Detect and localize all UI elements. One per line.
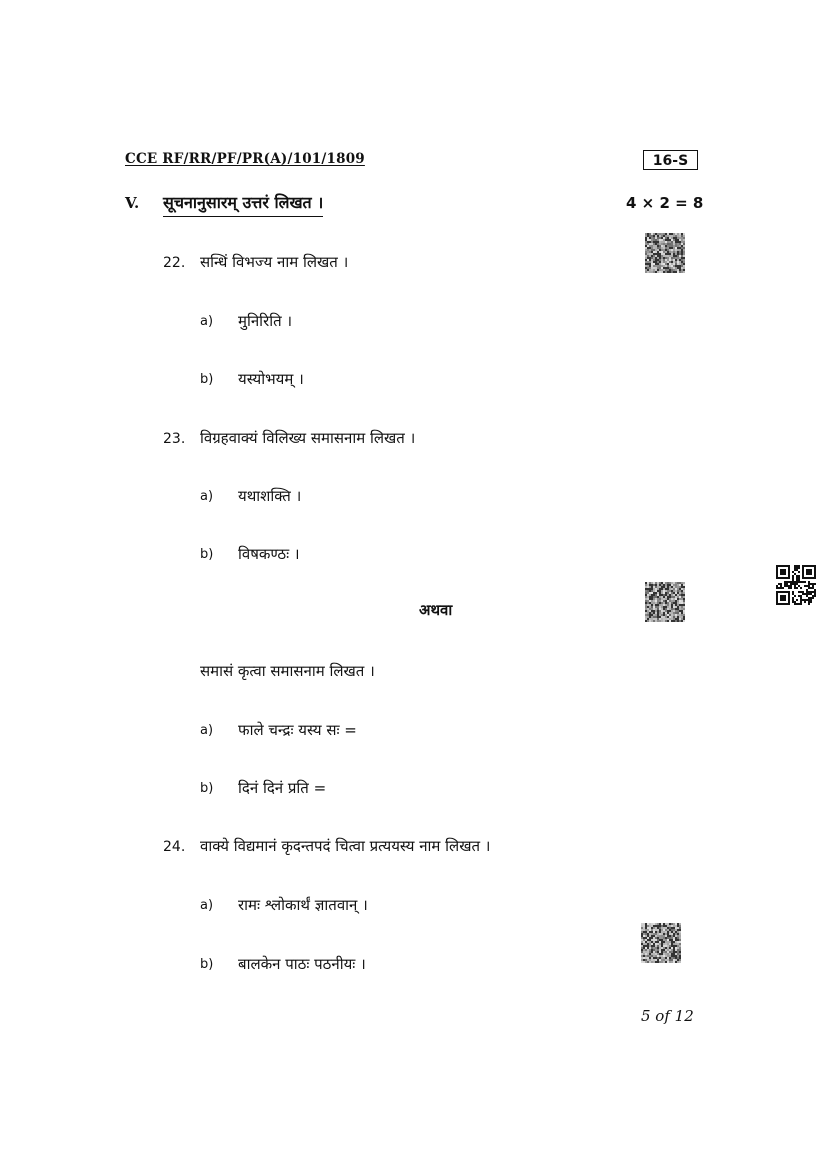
section-number: V. [125,194,140,212]
question-22-text: सन्धिं विभज्य नाम लिखत । [200,253,349,271]
question-22-number: 22. [163,255,186,271]
question-23-option-a-label: a) [200,489,214,504]
question-22-option-a-label: a) [200,314,214,329]
question-24-text: वाक्ये विद्यमानं कृदन्तपदं चित्वा प्रत्ययस्य नाम लिखत । [200,837,491,855]
question-23-text: विग्रहवाक्यं विलिख्य समासनाम लिखत । [200,429,416,447]
alternative-question-text: समासं कृत्वा समासनाम लिखत । [200,662,375,680]
paper-code-box: 16-S [643,150,698,170]
alternative-option-a-label: a) [200,723,214,738]
noise-code-icon [641,923,681,963]
question-23-number: 23. [163,431,186,447]
question-22-option-a-text: मुनिरिति । [238,312,293,330]
page-number: 5 of 12 [641,1007,694,1025]
noise-code-icon [645,233,685,273]
question-22-option-b-label: b) [200,372,214,387]
noise-code-icon [645,582,685,622]
question-23-option-b-label: b) [200,547,214,562]
alternative-option-b-label: b) [200,781,214,796]
alternative-option-a-text: फाले चन्द्रः यस्य सः = [238,721,357,739]
question-23-option-a-text: यथाशक्ति । [238,487,302,505]
section-marks: 4 × 2 = 8 [626,194,704,212]
qr-code-icon [776,565,816,605]
alternative-heading: अथवा [419,601,453,619]
question-24-option-b-label: b) [200,957,214,972]
exam-code: CCE RF/RR/PF/PR(A)/101/1809 [125,151,365,167]
question-23-option-b-text: विषकण्ठः । [238,545,300,563]
alternative-option-b-text: दिनं दिनं प्रति = [238,779,327,797]
question-24-option-a-text: रामः श्लोकार्थं ज्ञातवान् । [238,896,368,914]
question-24-option-b-text: बालकेन पाठः पठनीयः । [238,955,366,973]
section-title: सूचनानुसारम् उत्तरं लिखत । [163,191,323,217]
question-22-option-b-text: यस्योभयम् । [238,370,304,388]
question-24-number: 24. [163,839,186,855]
question-24-option-a-label: a) [200,898,214,913]
